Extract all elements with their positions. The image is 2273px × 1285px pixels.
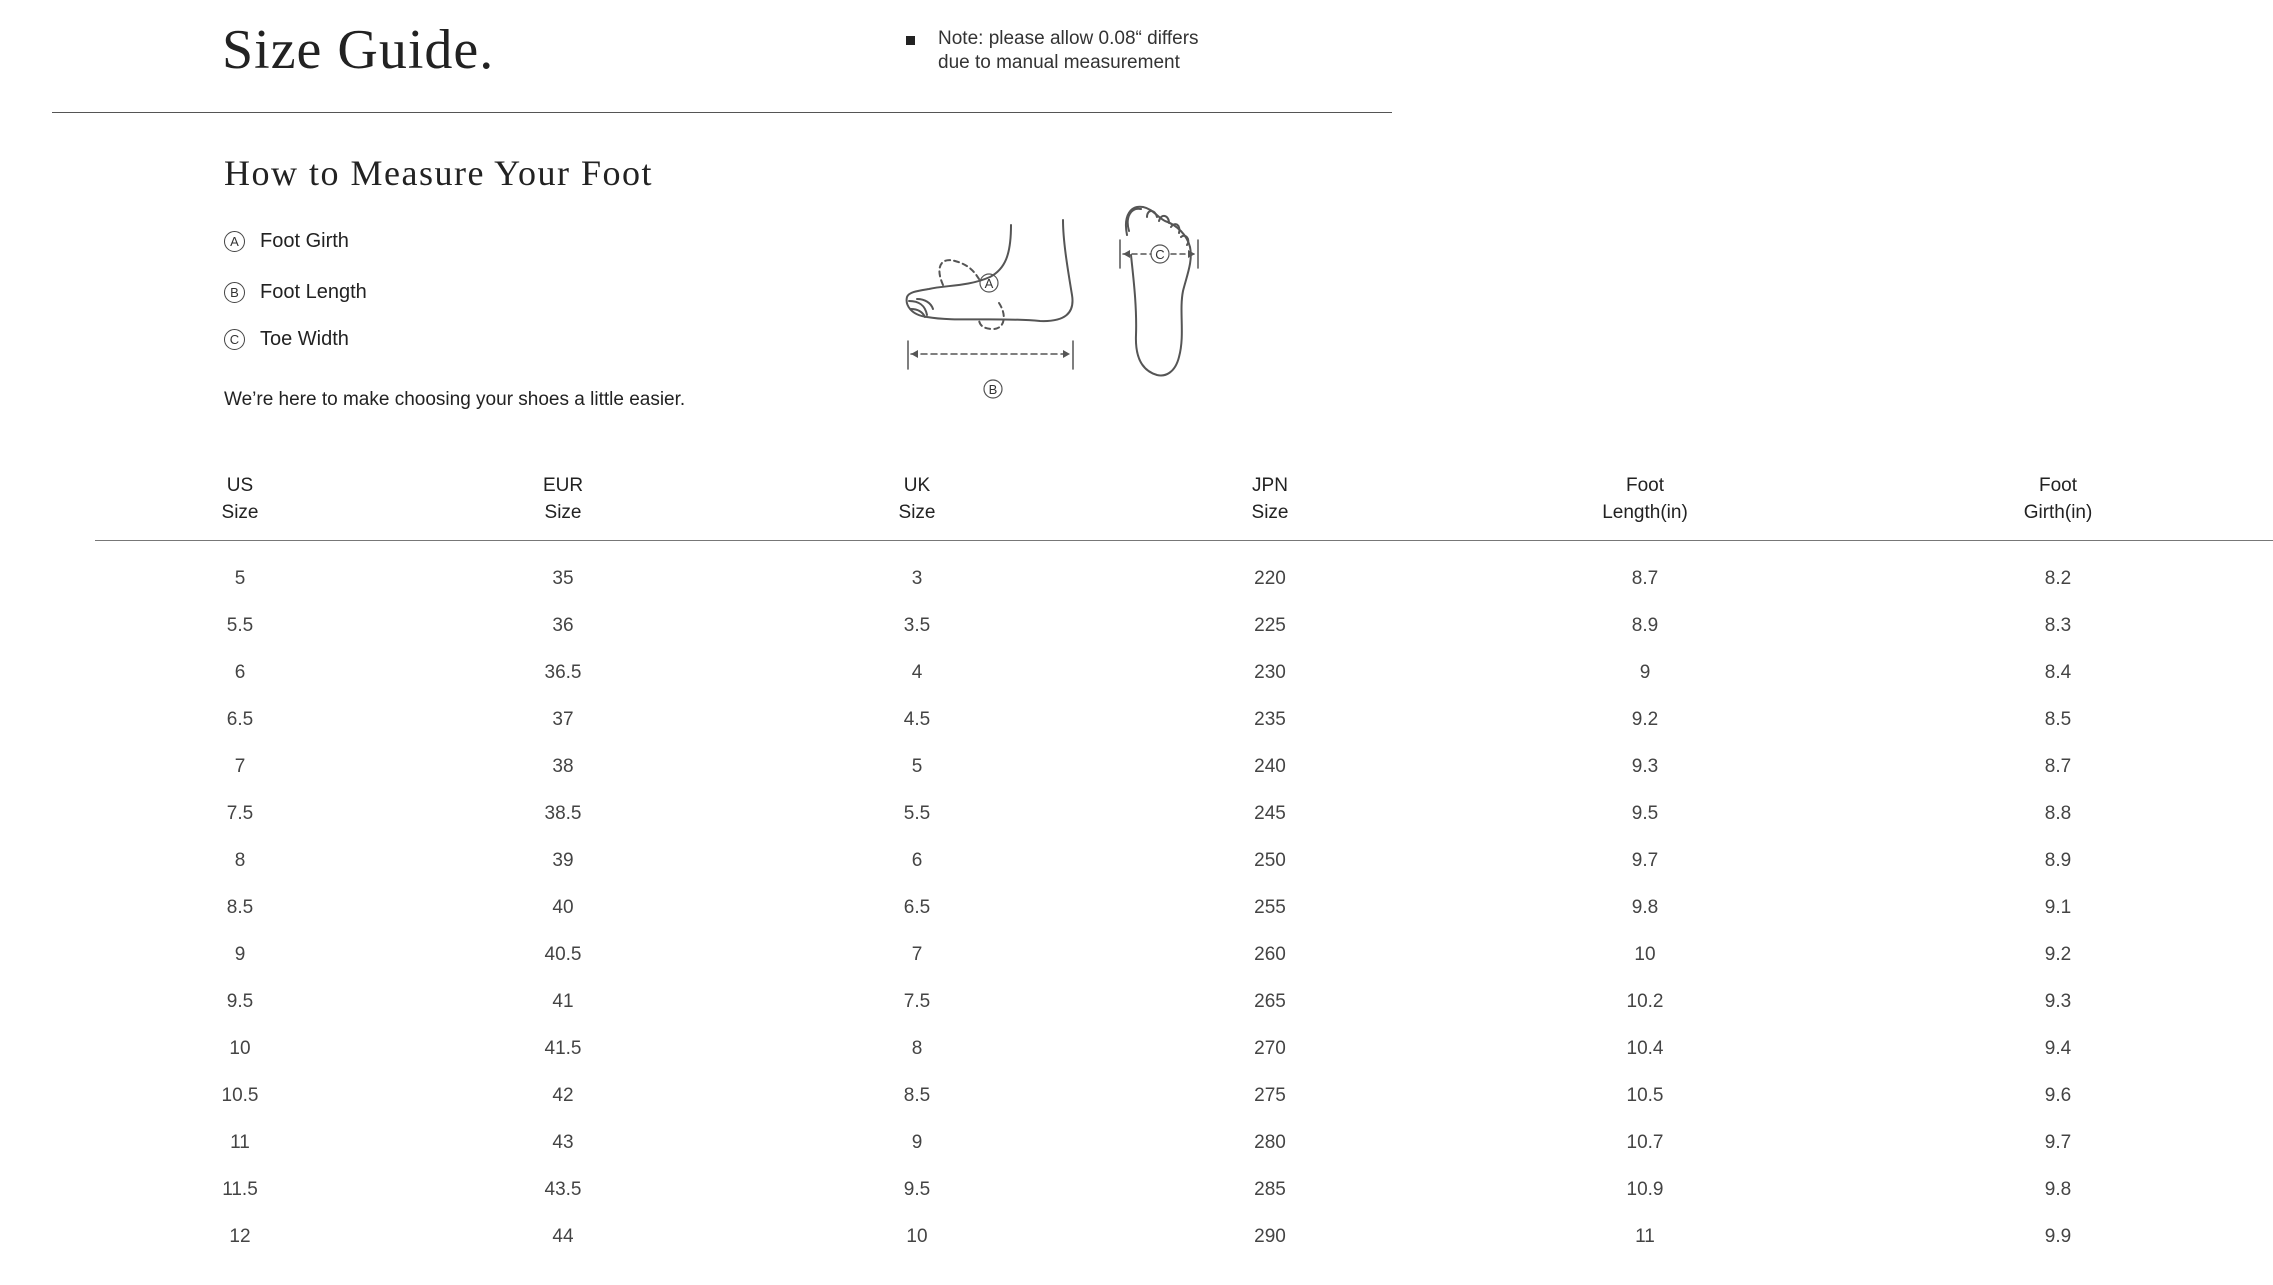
cell-eur-size: 44 [552,1225,574,1247]
cell-uk-size: 9 [911,1131,923,1153]
table-row [95,1072,2273,1119]
table-row [95,1213,2273,1260]
cell-eur-size: 36.5 [544,661,582,683]
toes-icon [1128,209,1189,245]
table-row [95,931,2273,978]
cell-foot-length: 9.7 [1631,849,1659,871]
cell-foot-girth: 9.4 [2044,1037,2072,1059]
cell-us-size: 5 [234,567,246,589]
cell-foot-girth: 9.8 [2044,1178,2072,1200]
legend-mark-b: B [224,282,245,303]
table-body [95,541,2273,1261]
cell-jpn-size: 275 [1254,1084,1286,1106]
cell-us-size: 12 [229,1225,251,1247]
column-header-foot-length: Foot Length(in) [1447,458,1843,541]
cell-us-size: 7 [234,755,246,777]
cell-foot-girth: 9.7 [2044,1131,2072,1153]
table-row [95,696,2273,743]
cell-foot-length: 9 [1639,661,1651,683]
cell-eur-size: 40 [552,896,574,918]
cell-uk-size: 4 [911,661,923,683]
cell-eur-size: 40.5 [544,943,582,965]
column-header-uk-size: UK Size [741,458,1093,541]
table-row [95,1166,2273,1213]
table-row [95,1025,2273,1072]
cell-jpn-size: 230 [1254,661,1286,683]
cell-jpn-size: 265 [1254,990,1286,1012]
cell-uk-size: 6.5 [903,896,931,918]
table-header-row [95,458,2273,541]
cell-jpn-size: 260 [1254,943,1286,965]
cell-eur-size: 37 [552,708,574,730]
legend-label-foot-girth: Foot Girth [260,230,349,252]
column-header-foot-girth: Foot Girth(in) [1843,458,2273,541]
cell-foot-length: 8.7 [1631,567,1659,589]
cell-foot-girth: 8.5 [2044,708,2072,730]
note-line-1: Note: please allow 0.08“ differs [938,28,1199,49]
cell-foot-length: 10.7 [1626,1131,1664,1153]
diagram-mark-c: C [1155,247,1165,262]
cell-foot-girth: 9.6 [2044,1084,2072,1106]
cell-uk-size: 8 [911,1037,923,1059]
cell-us-size: 7.5 [226,802,254,824]
cell-foot-girth: 8.2 [2044,567,2072,589]
table-row [95,837,2273,884]
cell-uk-size: 5.5 [903,802,931,824]
cell-eur-size: 36 [552,614,574,636]
note-bullet [906,36,915,45]
cell-foot-girth: 9.3 [2044,990,2072,1012]
cell-foot-length: 10.4 [1626,1037,1664,1059]
cell-uk-size: 9.5 [903,1178,931,1200]
cell-jpn-size: 225 [1254,614,1286,636]
cell-jpn-size: 240 [1254,755,1286,777]
cell-foot-girth: 8.3 [2044,614,2072,636]
tagline: We’re here to make choosing your shoes a little easier. [224,389,686,410]
diagram-mark-a: A [984,276,994,291]
cell-jpn-size: 220 [1254,567,1286,589]
cell-jpn-size: 285 [1254,1178,1286,1200]
cell-us-size: 8.5 [226,896,254,918]
cell-uk-size: 7.5 [903,990,931,1012]
cell-eur-size: 39 [552,849,574,871]
cell-jpn-size: 250 [1254,849,1286,871]
cell-eur-size: 38 [552,755,574,777]
cell-us-size: 10.5 [221,1084,259,1106]
table-row [95,649,2273,696]
table-row [95,541,2273,603]
table-row [95,790,2273,837]
page-title: Size Guide. [222,19,495,81]
cell-jpn-size: 235 [1254,708,1286,730]
cell-foot-length: 9.8 [1631,896,1659,918]
column-header-eur-size: EUR Size [385,458,741,541]
cell-uk-size: 7 [911,943,923,965]
cell-uk-size: 10 [906,1225,928,1247]
cell-us-size: 9 [234,943,246,965]
size-table [95,458,2273,1260]
column-header-jpn-size: JPN Size [1093,458,1447,541]
cell-foot-girth: 9.2 [2044,943,2072,965]
cell-foot-length: 10.2 [1626,990,1664,1012]
cell-us-size: 5.5 [226,614,254,636]
cell-foot-girth: 8.9 [2044,849,2072,871]
cell-eur-size: 41.5 [544,1037,582,1059]
note-line-2: due to manual measurement [938,52,1180,73]
cell-foot-length: 9.3 [1631,755,1659,777]
table-row [95,884,2273,931]
legend-label-foot-length: Foot Length [260,281,367,303]
cell-foot-length: 11 [1635,1225,1655,1247]
cell-us-size: 11 [230,1131,250,1153]
cell-eur-size: 43 [552,1131,574,1153]
cell-foot-length: 9.5 [1631,802,1659,824]
cell-eur-size: 35 [552,567,574,589]
cell-eur-size: 42 [552,1084,574,1106]
table-row [95,743,2273,790]
cell-uk-size: 4.5 [903,708,931,730]
cell-jpn-size: 290 [1254,1225,1286,1247]
cell-foot-girth: 8.4 [2044,661,2072,683]
measurement-note [906,27,1246,75]
table-row [95,1119,2273,1166]
cell-uk-size: 6 [911,849,923,871]
legend-mark-c: C [224,329,245,350]
cell-uk-size: 8.5 [903,1084,931,1106]
table-row [95,602,2273,649]
cell-us-size: 11.5 [222,1178,258,1200]
cell-foot-girth: 9.1 [2044,896,2072,918]
cell-foot-length: 9.2 [1631,708,1659,730]
diagram-mark-b: B [988,382,998,397]
cell-foot-length: 8.9 [1631,614,1659,636]
cell-jpn-size: 270 [1254,1037,1286,1059]
toe-lines-icon [909,299,933,317]
cell-jpn-size: 280 [1254,1131,1286,1153]
cell-jpn-size: 245 [1254,802,1286,824]
cell-us-size: 6.5 [226,708,254,730]
table-row [95,978,2273,1025]
cell-foot-length: 10.5 [1626,1084,1664,1106]
cell-foot-girth: 8.7 [2044,755,2072,777]
cell-us-size: 9.5 [226,990,254,1012]
section-title: How to Measure Your Foot [224,153,654,193]
cell-uk-size: 5 [911,755,923,777]
foot-measurement-diagram [895,195,1215,410]
cell-eur-size: 38.5 [544,802,582,824]
cell-foot-length: 10.9 [1626,1178,1664,1200]
cell-foot-girth: 8.8 [2044,802,2072,824]
cell-uk-size: 3.5 [903,614,931,636]
header-divider [52,112,1392,113]
cell-foot-girth: 9.9 [2044,1225,2072,1247]
cell-eur-size: 41 [552,990,574,1012]
legend-label-toe-width: Toe Width [260,328,349,350]
cell-uk-size: 3 [911,567,923,589]
sole-outline-icon [1126,207,1191,376]
column-header-us-size: US Size [95,458,385,541]
cell-us-size: 10 [229,1037,251,1059]
cell-foot-length: 10 [1634,943,1656,965]
cell-eur-size: 43.5 [544,1178,582,1200]
cell-jpn-size: 255 [1254,896,1286,918]
cell-us-size: 6 [234,661,246,683]
cell-us-size: 8 [234,849,246,871]
legend-mark-a: A [224,231,245,252]
